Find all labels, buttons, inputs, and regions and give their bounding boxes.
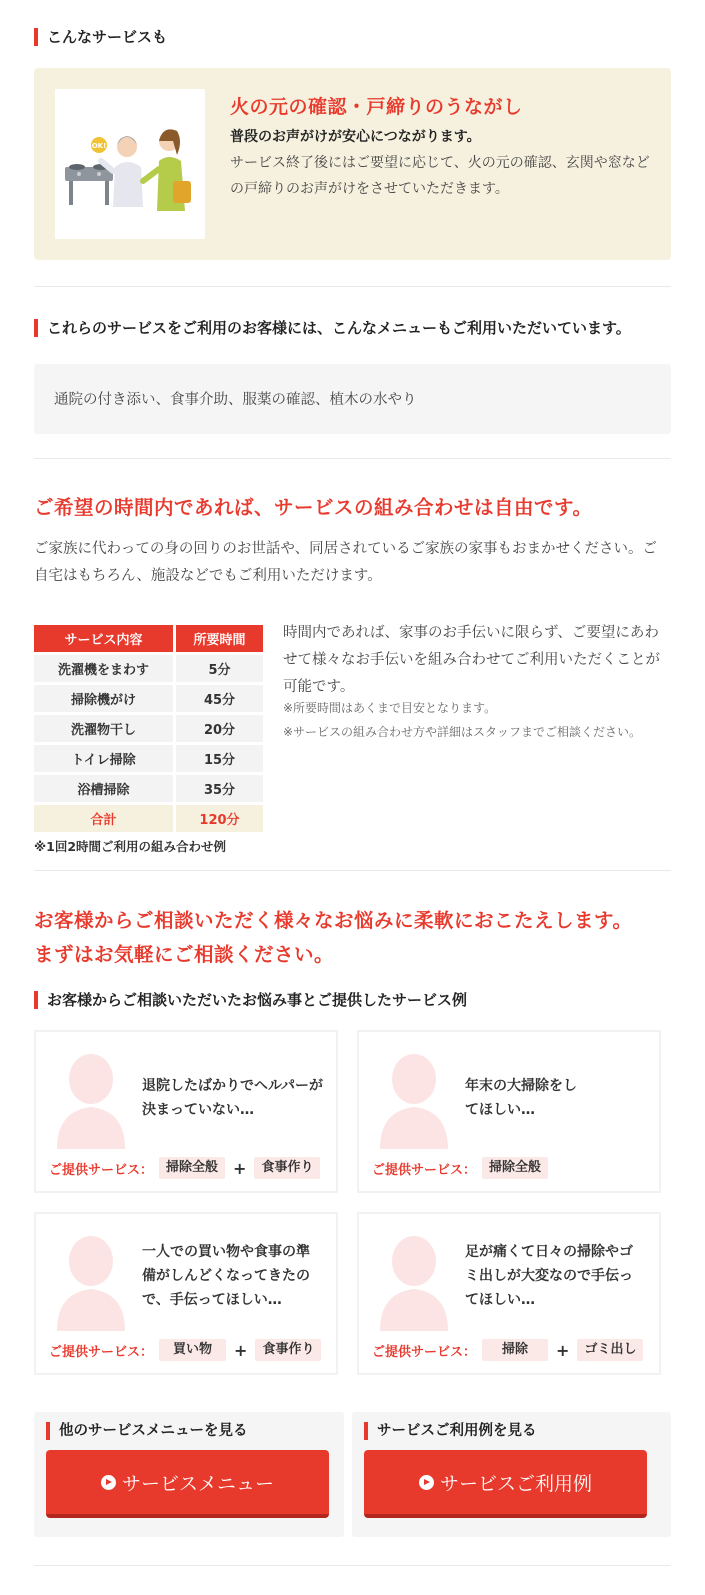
button-label: サービスメニュー [121,1472,274,1495]
table-cell: 35分 [176,775,263,802]
feature-text: サービス終了後にはご要望に応じて、火の元の確認、玄関や窓などの戸締りのお声がけをさせていただきます。 [230,155,650,197]
caregiver-illustration [55,89,205,239]
section-heading-menu: これらのサービスをご利用のお客様には、こんなメニューもご利用いただいています。 [34,319,631,337]
ok-badge-text: OK! [91,142,107,150]
plus-icon: + [556,1340,570,1360]
provided-services [372,1157,548,1179]
service-tag: 掃除全般 [159,1157,225,1179]
menu-items-text: 通院の付き添い、食事介助、服薬の確認、植木の水やり [54,392,417,408]
service-menu-nav-box [34,1412,344,1537]
table-cell: トイレ掃除 [34,745,176,772]
case-card [34,1030,338,1193]
table-note: ※1回2時間ご利用の組み合わせ例 [34,839,227,854]
case-text: 一人での買い物や食事の準備がしんどくなってきたので、手伝ってほしい… [142,1244,310,1308]
person-silhouette-icon [49,1227,133,1331]
table-header-row [34,625,263,652]
table-header: サービス内容 [34,625,176,652]
service-tag: 食事作り [254,1157,320,1179]
table-cell: 15分 [176,745,263,772]
service-menu-button[interactable] [46,1450,329,1518]
table-row [34,715,263,742]
service-tag: 買い物 [159,1339,226,1361]
table-cell: 120分 [176,805,263,832]
service-label: ご提供サービス： [372,1344,477,1360]
person-silhouette-icon [49,1045,133,1149]
table-cell: 合計 [34,805,176,832]
service-tag: 食事作り [255,1339,321,1361]
plus-icon: + [234,1340,248,1360]
button-label: サービスご利用例 [439,1472,592,1495]
arrow-right-icon [419,1475,434,1490]
service-label: ご提供サービス： [49,1344,154,1360]
feature-title: 火の元の確認・戸締りのうながし [230,96,523,118]
service-examples-nav-box [352,1412,671,1537]
person-silhouette-icon [372,1045,456,1149]
table-cell: 洗濯機をまわす [34,655,176,682]
table-row [34,655,263,682]
plus-icon: + [233,1158,247,1178]
nav-heading: 他のサービスメニューを見る [46,1422,248,1440]
menu-items-box [34,364,671,434]
divider [34,458,671,459]
table-row [34,745,263,772]
provided-services [372,1339,643,1361]
side-note: ※所要時間はあくまで目安となります。 [283,701,497,715]
divider [34,1565,671,1566]
table-total-row [34,805,263,832]
service-examples-button[interactable] [364,1450,647,1518]
service-label: ご提供サービス： [49,1162,154,1178]
consult-title-line1: お客様からご相談いただく様々なお悩みに柔軟におこたえします。 [34,909,633,932]
table-cell: 浴槽掃除 [34,775,176,802]
service-tag: ゴミ出し [577,1339,643,1361]
provided-services [49,1157,320,1179]
side-note: ※サービスの組み合わせ方や詳細はスタッフまでご相談ください。 [283,725,642,739]
consult-title-line2: まずはお気軽にご相談ください。 [34,943,335,966]
case-card [357,1212,661,1375]
divider [34,870,671,871]
service-tag: 掃除全般 [482,1157,548,1179]
combo-title: ご希望の時間内であれば、サービスの組み合わせは自由です。 [34,496,593,519]
feature-illustration [55,89,205,239]
table-cell: 20分 [176,715,263,742]
case-text: 退院したばかりでヘルパーが決まっていない… [142,1078,324,1118]
service-time-table [34,622,263,835]
case-text: 足が痛くて日々の掃除やゴミ出しが大変なので手伝ってほしい… [465,1244,633,1308]
table-cell: 5分 [176,655,263,682]
service-label: ご提供サービス： [372,1162,477,1178]
section-heading-also: こんなサービスも [34,28,167,46]
nav-heading: サービスご利用例を見る [364,1422,537,1440]
feature-lead: 普段のお声がけが安心につながります。 [230,129,481,145]
table-row [34,685,263,712]
table-cell: 洗濯物干し [34,715,176,742]
feature-box [34,68,671,260]
case-card [357,1030,661,1193]
table-header: 所要時間 [176,625,263,652]
combo-text: ご家族に代わっての身の回りのお世話や、同居されているご家族の家事もおまかせください。ご自宅はもちろん、施設などでもご利用いただけます。 [34,541,658,584]
person-silhouette-icon [372,1227,456,1331]
table-cell: 掃除機がけ [34,685,176,712]
provided-services [49,1339,321,1361]
section-heading-consult: お客様からご相談いただいたお悩み事とご提供したサービス例 [34,991,467,1009]
case-card [34,1212,338,1375]
table-row [34,775,263,802]
service-tag: 掃除 [482,1339,548,1361]
table-cell: 45分 [176,685,263,712]
case-text: 年末の大掃除をしてほしい… [465,1078,577,1118]
arrow-right-icon [101,1475,116,1490]
divider [34,286,671,287]
combo-side-text: 時間内であれば、家事のお手伝いに限らず、ご要望にあわせて様々なお手伝いを組み合わせてご利用いただくことが可能です。 [283,625,660,695]
